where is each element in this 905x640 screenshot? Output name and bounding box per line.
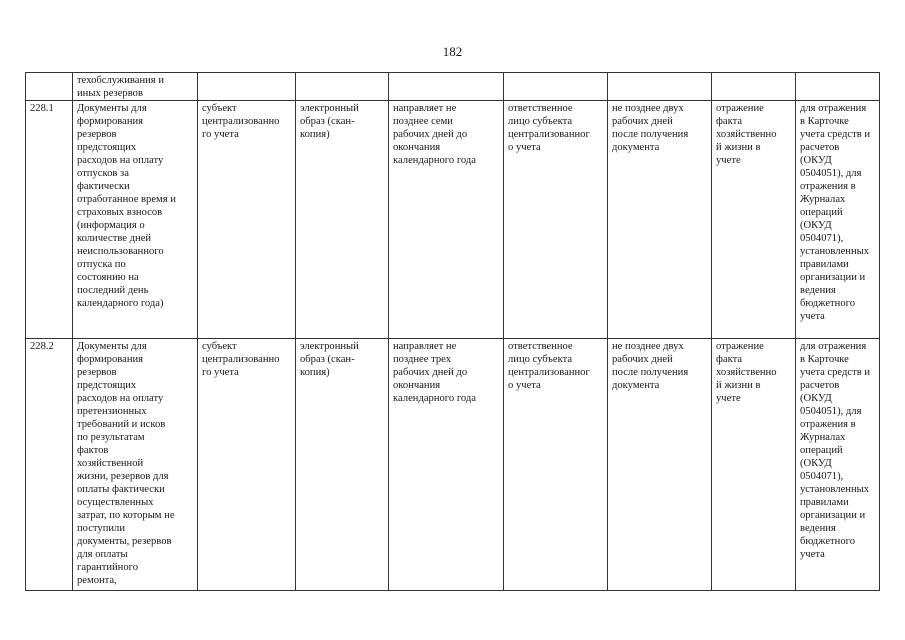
cell-creator: субъект централизованно го учета xyxy=(198,339,296,591)
cell-creator: субъект централизованно го учета xyxy=(198,101,296,339)
cell-format: электронный образ (скан- копия) xyxy=(296,339,389,591)
cell-action: отражение факта хозяйственно й жизни в учете xyxy=(712,339,796,591)
cell-document: Документы для формирования резервов предстоящих расходов на оплату претензионных требований и исков по результатам фактов хозяйственной жизни, резервов для оплаты фактически осуществленных затрат, по которым не поступили документы, резервов для оплаты гарантийного ремонта, xyxy=(73,339,198,591)
cell-purpose: для отражения в Карточке учета средств и расчетов (ОКУД 0504051), для отражения в Журналах операций (ОКУД 0504071), установленных правилами организации и ведения бюджетного учета xyxy=(796,339,880,591)
cell-responsible: ответственное лицо субъекта централизованног о учета xyxy=(504,101,608,339)
cell-number xyxy=(26,73,73,101)
table-row xyxy=(26,101,880,339)
cell-deadline: не позднее двух рабочих дней после получения документа xyxy=(608,339,712,591)
cell-number: 228.1 xyxy=(26,101,73,339)
table-row xyxy=(26,339,880,591)
cell-format: электронный образ (скан- копия) xyxy=(296,101,389,339)
cell-responsible xyxy=(504,73,608,101)
cell-format xyxy=(296,73,389,101)
cell-number: 228.2 xyxy=(26,339,73,591)
cell-document: техобслуживания и иных резервов xyxy=(73,73,198,101)
cell-action: отражение факта хозяйственно й жизни в учете xyxy=(712,101,796,339)
cell-submission xyxy=(389,73,504,101)
cell-deadline xyxy=(608,73,712,101)
document-flow-table xyxy=(25,72,880,591)
cell-document: Документы для формирования резервов предстоящих расходов на оплату отпусков за фактически отработанное время и страховых взносов (информация о количестве дней неиспользованного отпуска по состоянию на последний день календарного года) xyxy=(73,101,198,339)
table-row-continuation xyxy=(26,73,880,101)
cell-submission: направляет не позднее семи рабочих дней до окончания календарного года xyxy=(389,101,504,339)
cell-purpose: для отражения в Карточке учета средств и расчетов (ОКУД 0504051), для отражения в Журналах операций (ОКУД 0504071), установленных правилами организации и ведения бюджетного учета xyxy=(796,101,880,339)
cell-action xyxy=(712,73,796,101)
cell-responsible: ответственное лицо субъекта централизованног о учета xyxy=(504,339,608,591)
page-number: 182 xyxy=(442,44,463,59)
cell-creator xyxy=(198,73,296,101)
cell-purpose xyxy=(796,73,880,101)
cell-submission: направляет не позднее трех рабочих дней до окончания календарного года xyxy=(389,339,504,591)
cell-deadline: не позднее двух рабочих дней после получения документа xyxy=(608,101,712,339)
